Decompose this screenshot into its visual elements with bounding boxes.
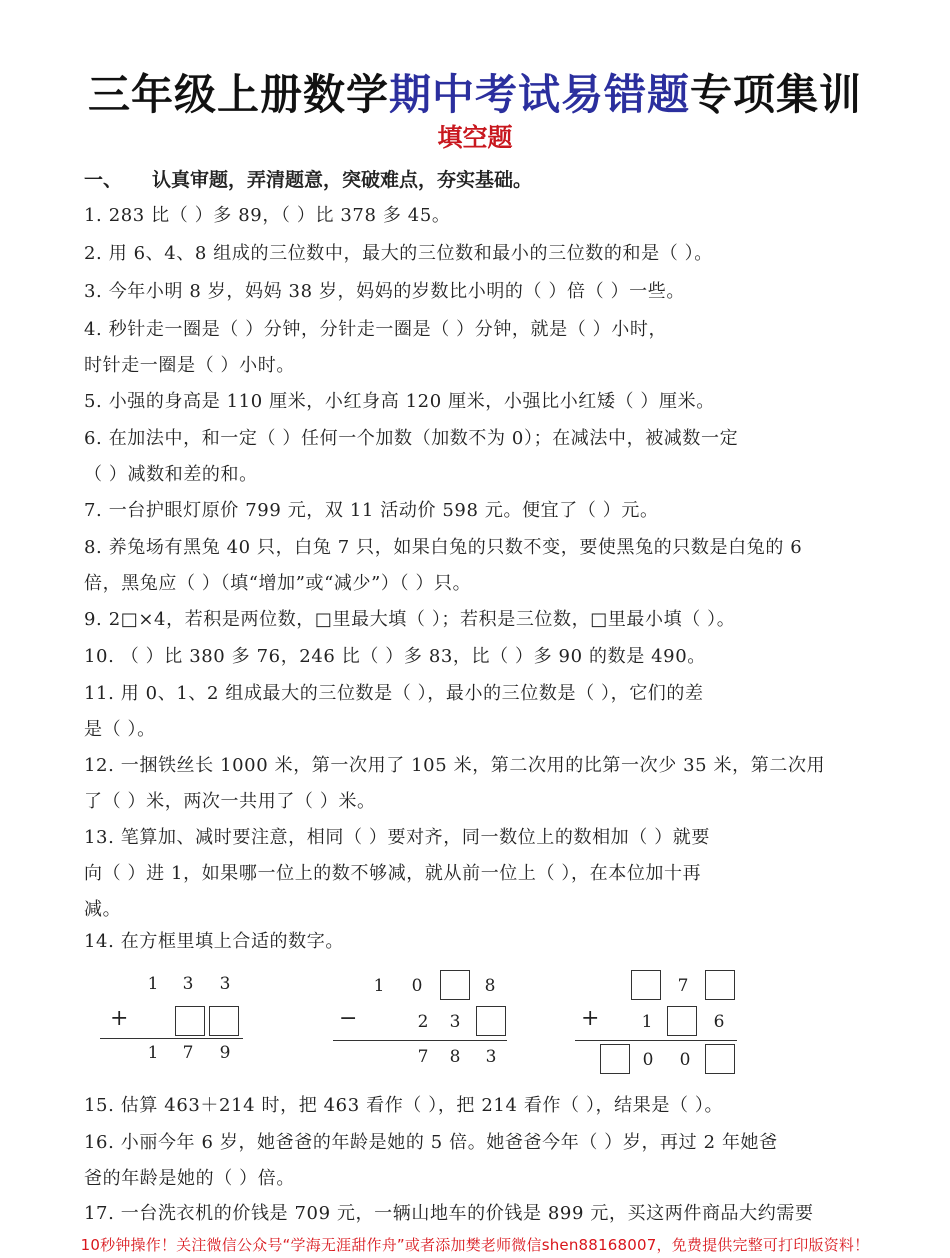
digit: 8	[484, 976, 496, 996]
question-line: 17. 一台洗衣机的价钱是 709 元，一辆山地车的价钱是 899 元，买这两件商品大约需要	[84, 1203, 814, 1224]
footer-banner: 10秒钟操作！关注微信公众号“学海无涯甜作舟”或者添加樊老师微信shen88168007，免费提供完整可打印版资料！	[80, 1236, 870, 1254]
digit: 1	[147, 1043, 159, 1063]
blank-box[interactable]	[631, 970, 661, 1000]
question-line: 爸的年龄是她的（ ）倍。	[84, 1168, 295, 1189]
question-6	[84, 421, 852, 493]
question-line: 了（ ）米，两次一共用了（ ）米。	[84, 791, 376, 812]
question-8	[84, 530, 852, 602]
vertical-subtraction	[333, 968, 513, 1078]
section-number: 一、	[84, 169, 123, 191]
question-line: 减。	[84, 899, 122, 920]
question-line: 4. 秒针走一圈是（ ）分钟，分针走一圈是（ ）分钟，就是（ ）小时，	[84, 319, 668, 340]
question-9	[84, 602, 852, 638]
digit: 0	[642, 1050, 654, 1070]
difference-line	[333, 1040, 507, 1041]
subtitle: 填空题	[437, 123, 513, 152]
question-15	[84, 1088, 852, 1124]
blank-box[interactable]	[175, 1006, 205, 1036]
minus-sign: −	[339, 1006, 358, 1031]
blank-box[interactable]	[600, 1044, 630, 1074]
question-line: 6. 在加法中，和一定（ ）任何一个加数（加数不为 0）；在减法中，被减数一定	[84, 428, 739, 449]
question-line: 1. 283 比（ ）多 89，（ ）比 378 多 45。	[84, 205, 451, 226]
question-10	[84, 639, 852, 675]
digit: 3	[182, 974, 194, 994]
digit: 1	[147, 974, 159, 994]
question-line: 7. 一台护眼灯原价 799 元，双 11 活动价 598 元。便宜了（ ）元。	[84, 500, 659, 521]
question-3	[84, 274, 852, 310]
question-line: 5. 小强的身高是 110 厘米，小红身高 120 厘米，小强比小红矮（ ）厘米。	[84, 391, 715, 412]
question-line: 倍，黑兔应（ ）（填“增加”或“减少”）（ ）只。	[84, 573, 472, 594]
question-17	[84, 1196, 852, 1232]
question-12	[84, 748, 852, 820]
digit: 3	[485, 1047, 497, 1067]
question-line: 16. 小丽今年 6 岁，她爸爸的年龄是她的 5 倍。她爸爸今年（ ）岁，再过 2 年她爸	[84, 1132, 778, 1153]
digit: 3	[219, 974, 231, 994]
title-part1: 三年级上册数学	[87, 70, 389, 119]
title-part2: 专项集训	[690, 70, 863, 119]
digit: 0	[679, 1050, 691, 1070]
plus-sign: +	[581, 1006, 600, 1031]
question-5	[84, 384, 852, 420]
page-title	[0, 62, 950, 122]
blank-box[interactable]	[667, 1006, 697, 1036]
blank-box[interactable]	[476, 1006, 506, 1036]
question-line: 向（ ）进 1，如果哪一位上的数不够减，就从前一位上（ ），在本位加十再	[84, 863, 702, 884]
question-line: 是（ ）。	[84, 719, 156, 740]
question-2	[84, 236, 852, 272]
question-7	[84, 493, 852, 529]
question-14	[84, 924, 852, 960]
question-line: 时针走一圈是（ ）小时。	[84, 355, 295, 376]
question-line: 14. 在方框里填上合适的数字。	[84, 931, 344, 952]
question-16	[84, 1125, 852, 1197]
question-line: 12. 一捆铁丝长 1000 米，第一次用了 105 米，第二次用的比第一次少 35 米，第二次用	[84, 755, 826, 776]
digit: 8	[449, 1047, 461, 1067]
blank-box[interactable]	[705, 1044, 735, 1074]
question-line: 13. 笔算加、减时要注意，相同（ ）要对齐，同一数位上的数相加（ ）就要	[84, 827, 710, 848]
question-line: 15. 估算 463＋214 时，把 463 看作（ ），把 214 看作（ ），结果是（ ）。	[84, 1095, 724, 1116]
question-line: 10. （ ）比 380 多 76，246 比（ ）多 83，比（ ）多 90 的数是 490。	[84, 646, 706, 667]
blank-box[interactable]	[440, 970, 470, 1000]
digit: 3	[449, 1012, 461, 1032]
question-13	[84, 820, 852, 928]
sum-line	[100, 1038, 243, 1039]
question-4	[84, 312, 852, 384]
digit: 0	[411, 976, 423, 996]
digit: 6	[713, 1012, 725, 1032]
section-heading	[84, 165, 532, 192]
section-text: 认真审题，弄清题意，突破难点，夯实基础。	[152, 169, 533, 191]
plus-sign: +	[110, 1006, 129, 1031]
digit: 7	[417, 1047, 429, 1067]
digit: 7	[677, 976, 689, 996]
digit: 7	[182, 1043, 194, 1063]
digit: 2	[417, 1012, 429, 1032]
question-line: 9. 2□×4，若积是两位数，□里最大填（ ）；若积是三位数，□里最小填（ ）。	[84, 609, 736, 630]
question-line: 3. 今年小明 8 岁，妈妈 38 岁，妈妈的岁数比小明的（ ）倍（ ）一些。	[84, 281, 685, 302]
question-1	[84, 198, 852, 234]
digit: 9	[219, 1043, 231, 1063]
question-line: 11. 用 0、1、2 组成最大的三位数是（ ），最小的三位数是（ ），它们的差	[84, 683, 704, 704]
question-line: （ ）减数和差的和。	[84, 464, 258, 485]
vertical-addition-2	[575, 968, 745, 1080]
question-line: 8. 养兔场有黑兔 40 只，白兔 7 只，如果白兔的只数不变，要使黑兔的只数是白兔的 6	[84, 537, 803, 558]
sum-line	[575, 1040, 737, 1041]
digit: 1	[641, 1012, 653, 1032]
title-highlight: 期中考试易错题	[388, 70, 690, 119]
digit: 1	[373, 976, 385, 996]
blank-box[interactable]	[705, 970, 735, 1000]
blank-box[interactable]	[209, 1006, 239, 1036]
question-line: 2. 用 6、4、8 组成的三位数中，最大的三位数和最小的三位数的和是（ ）。	[84, 243, 713, 264]
question-11	[84, 676, 852, 748]
vertical-addition-1	[100, 968, 250, 1078]
